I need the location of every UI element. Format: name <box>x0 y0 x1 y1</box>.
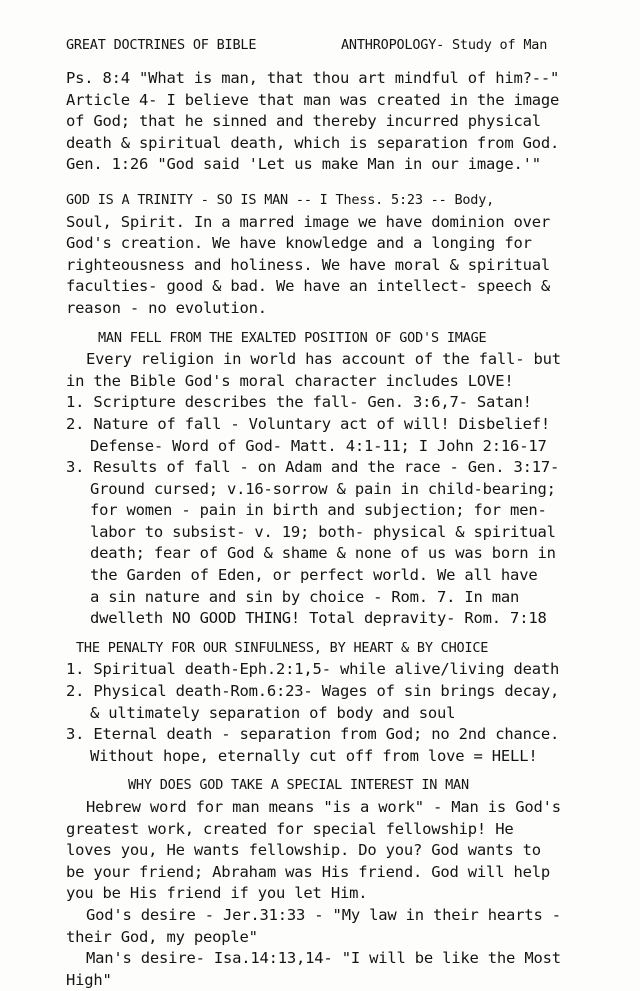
fall-section <box>66 328 596 630</box>
list-item: 2. Physical death-Rom.6:23- Wages of sin brings decay, <box>66 682 560 701</box>
text-line: High" <box>66 970 112 989</box>
text-line: their God, my people" <box>66 927 258 946</box>
list-item-continuation: Ground cursed; v.16-sorrow & pain in child-bearing; <box>90 479 556 498</box>
list-item-continuation: death; fear of God & shame & none of us was born in <box>90 544 556 563</box>
list-item-continuation: dwelleth NO GOOD THING! Total depravity- Rom. 7:18 <box>90 609 547 628</box>
text-line: in the Bible God's moral character includes LOVE! <box>66 371 514 390</box>
list-item: 2. Nature of fall - Voluntary act of will! Disbelief! <box>66 414 550 433</box>
section-heading: THE PENALTY FOR OUR SINFULNESS, BY HEART & BY CHOICE <box>76 639 489 656</box>
list-item-continuation: for women - pain in birth and subjection; for men- <box>90 501 547 520</box>
text-line: Ps. 8:4 "What is man, that thou art mindful of him?--" <box>66 69 560 87</box>
list-item: 3. Eternal death - separation from God; no 2nd chance. <box>66 725 560 744</box>
text-line: Man's desire- Isa.14:13,14- "I will be like the Most <box>86 949 561 968</box>
list-item-continuation: Defense- Word of God- Matt. 4:1-11; I John 2:16-17 <box>90 436 547 455</box>
text-line: Article 4- I believe that man was created in the image <box>66 90 560 109</box>
list-item-continuation: a sin nature and sin by choice - Rom. 7. In man <box>90 587 520 606</box>
list-item-continuation: & ultimately separation of body and soul <box>90 703 456 722</box>
text-line: be your friend; Abraham was His friend. God will help <box>66 862 550 881</box>
list-item: 3. Results of fall - on Adam and the race - Gen. 3:17- <box>66 458 560 477</box>
list-item: 1. Scripture describes the fall- Gen. 3:6,7- Satan! <box>66 393 532 412</box>
text-line: righteousness and holiness. We have moral & spiritual <box>66 255 550 274</box>
section-heading: MAN FELL FROM THE EXALTED POSITION OF GOD'S IMAGE <box>98 329 487 346</box>
text-line: greatest work, created for special fellowship! He <box>66 819 514 838</box>
trinity-paragraph <box>66 190 596 320</box>
text-line: GOD IS A TRINITY - SO IS MAN -- I Thess. 5:23 -- Body, <box>66 191 495 208</box>
text-line: reason - no evolution. <box>66 298 267 317</box>
interest-section <box>66 775 596 991</box>
text-line: of God; that he sinned and thereby incurred physical <box>66 112 541 131</box>
list-item: 1. Spiritual death-Eph.2:1,5- while alive/living death <box>66 660 560 679</box>
header-title: GREAT DOCTRINES OF BIBLE <box>66 37 257 53</box>
text-line: Every religion in world has account of the fall- but <box>86 350 561 369</box>
text-line: death & spiritual death, which is separation from God. <box>66 133 560 152</box>
list-item-continuation: Without hope, eternally cut off from love = HELL! <box>90 746 538 765</box>
text-line: God's creation. We have knowledge and a longing for <box>66 234 532 253</box>
text-line: you be His friend if you let Him. <box>66 884 368 903</box>
text-line: faculties- good & bad. We have an intellect- speech & <box>66 277 550 296</box>
text-line: God's desire - Jer.31:33 - "My law in their hearts - <box>86 905 561 924</box>
section-heading: WHY DOES GOD TAKE A SPECIAL INTEREST IN MAN <box>128 777 469 794</box>
text-line: Hebrew word for man means "is a work" - Man is God's <box>86 798 561 816</box>
list-item-continuation: the Garden of Eden, or perfect world. We all have <box>90 566 538 585</box>
text-line: loves you, He wants fellowship. Do you? God wants to <box>66 841 541 860</box>
text-line: Gen. 1:26 "God said 'Let us make Man in our image.'" <box>66 155 541 174</box>
page-header <box>66 34 596 56</box>
header-subject: ANTHROPOLOGY- Study of Man <box>341 37 548 53</box>
text-line: Soul, Spirit. In a marred image we have dominion over <box>66 212 550 231</box>
intro-paragraph <box>66 68 596 176</box>
list-item-continuation: labor to subsist- v. 19; both- physical & spiritual <box>90 522 556 541</box>
penalty-section <box>66 638 596 768</box>
